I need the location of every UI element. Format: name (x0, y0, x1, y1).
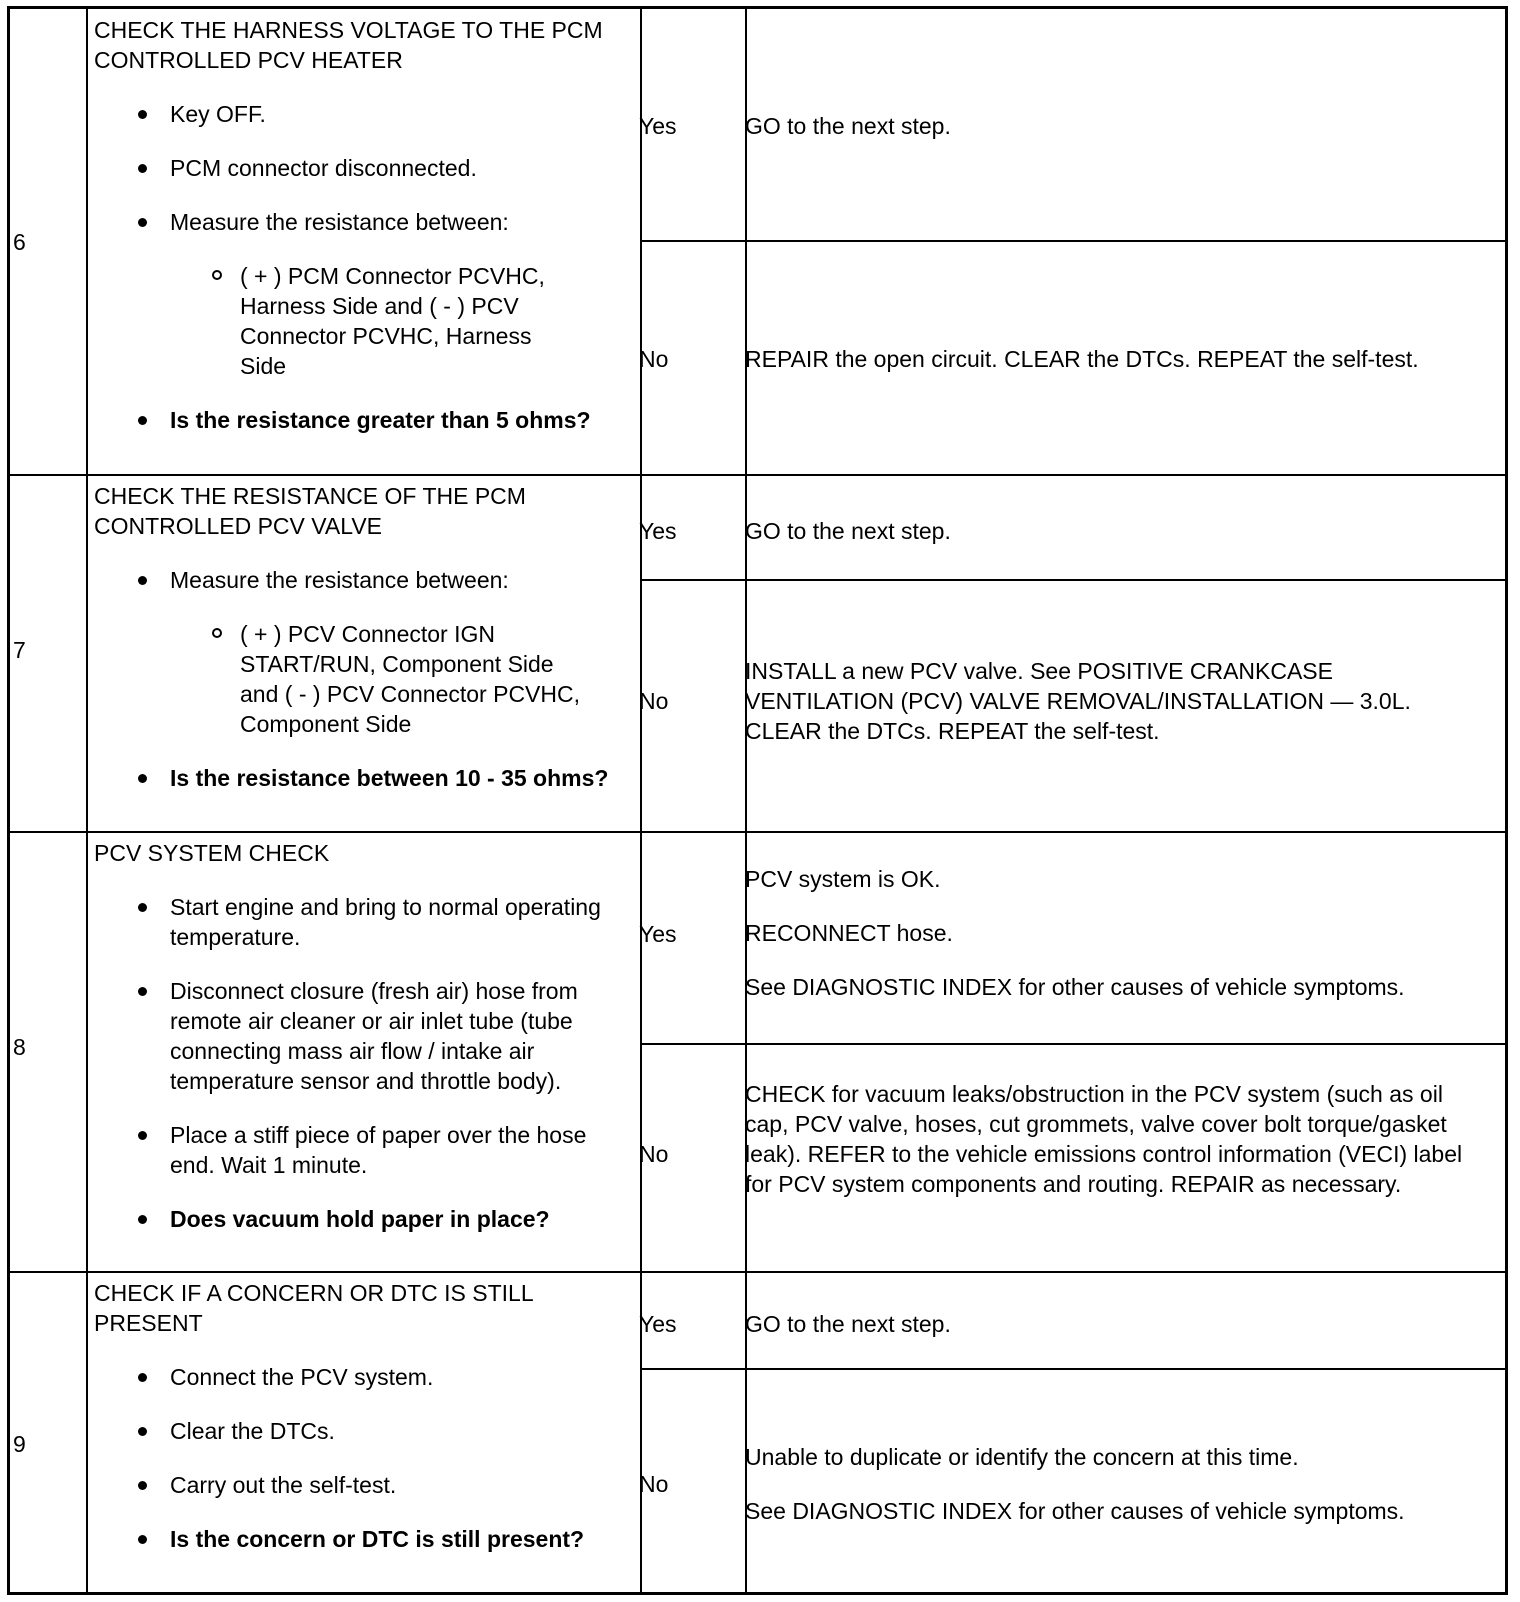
step-number: 6 (13, 229, 26, 255)
bullet-item: Measure the resistance between: (94, 565, 610, 595)
result-text: See DIAGNOSTIC INDEX for other causes of vehicle symptoms. (745, 974, 1405, 1000)
answer-yes: Yes (639, 518, 677, 544)
result-text: GO to the next step. (745, 518, 951, 544)
step-action-6 (94, 9, 644, 435)
result-text: See DIAGNOSTIC INDEX for other causes of vehicle symptoms. (745, 1498, 1405, 1524)
step-question: Is the resistance greater than 5 ohms? (94, 405, 610, 435)
bullet-item: Measure the resistance between: (94, 207, 610, 237)
step-title: PCV SYSTEM CHECK (94, 840, 330, 866)
step-number: 8 (13, 1034, 26, 1060)
result-yes (745, 864, 1485, 1002)
step-action-7 (94, 475, 644, 793)
bullet-item: Start engine and bring to normal operating temperature. (94, 892, 610, 952)
result-text: CHECK for vacuum leaks/obstruction in the PCV system (such as oil cap, PCV valve, hoses, cut grommets, valve cover bolt torque/gasket leak). REFER to the vehicle emissions control information (VECI) label for PCV system components and routing. REPAIR as necessary. (745, 1081, 1463, 1197)
result-yes (745, 516, 1485, 546)
result-yes (745, 1309, 1485, 1339)
bullet-item: Key OFF. (94, 99, 610, 129)
step-question: Is the resistance between 10 - 35 ohms? (94, 763, 610, 793)
bullet-item: Clear the DTCs. (94, 1416, 610, 1446)
result-text: GO to the next step. (745, 113, 951, 139)
answer-no: No (639, 1471, 669, 1497)
bullet-item: Carry out the self-test. (94, 1470, 610, 1500)
step-title: CHECK THE RESISTANCE OF THE PCM CONTROLLED PCV VALVE (94, 483, 526, 539)
result-text: INSTALL a new PCV valve. See POSITIVE CRANKCASE VENTILATION (PCV) VALVE REMOVAL/INSTALLATION — 3.0L. CLEAR the DTCs. REPEAT the self-test. (745, 658, 1411, 744)
diagnostic-table (7, 6, 1508, 1595)
step-number: 9 (13, 1431, 26, 1457)
column-divider (86, 9, 88, 1592)
step-question: Is the concern or DTC is still present? (94, 1524, 610, 1554)
answer-yes: Yes (639, 1311, 677, 1337)
result-text: GO to the next step. (745, 1311, 951, 1337)
result-no (745, 344, 1485, 374)
answer-divider (640, 1368, 1505, 1370)
bullet-item: Place a stiff piece of paper over the hose end. Wait 1 minute. (94, 1120, 610, 1180)
answer-divider (640, 1043, 1505, 1045)
answer-no: No (639, 1141, 669, 1167)
sub-bullet-item: ( + ) PCV Connector IGN START/RUN, Component Side and ( - ) PCV Connector PCVHC, Component Side (94, 619, 580, 739)
step-question: Does vacuum hold paper in place? (94, 1204, 610, 1234)
answer-yes: Yes (639, 113, 677, 139)
step-title: CHECK IF A CONCERN OR DTC IS STILL PRESENT (94, 1280, 533, 1336)
result-no (745, 1079, 1485, 1199)
answer-yes: Yes (639, 921, 677, 947)
step-number: 7 (13, 637, 26, 663)
bullet-item: Connect the PCV system. (94, 1362, 610, 1392)
sub-bullet-item: ( + ) PCM Connector PCVHC, Harness Side and ( - ) PCV Connector PCVHC, Harness Side (94, 261, 580, 381)
column-divider (745, 9, 747, 1592)
result-text: PCV system is OK. (745, 866, 941, 892)
answer-divider (640, 579, 1505, 581)
step-action-9 (94, 1272, 644, 1554)
result-yes (745, 111, 1485, 141)
bullet-item: Disconnect closure (fresh air) hose from remote air cleaner or air inlet tube (tube connecting mass air flow / intake air temperature sensor and throttle body). (94, 976, 610, 1096)
answer-divider (640, 240, 1505, 242)
result-text: REPAIR the open circuit. CLEAR the DTCs. REPEAT the self-test. (745, 346, 1419, 372)
result-text: RECONNECT hose. (745, 920, 953, 946)
result-no (745, 656, 1485, 746)
step-title: CHECK THE HARNESS VOLTAGE TO THE PCM CONTROLLED PCV HEATER (94, 17, 603, 73)
result-text: Unable to duplicate or identify the concern at this time. (745, 1444, 1299, 1470)
step-action-8 (94, 832, 644, 1234)
bullet-item: PCM connector disconnected. (94, 153, 610, 183)
answer-no: No (639, 346, 669, 372)
answer-no: No (639, 688, 669, 714)
result-no (745, 1442, 1485, 1526)
